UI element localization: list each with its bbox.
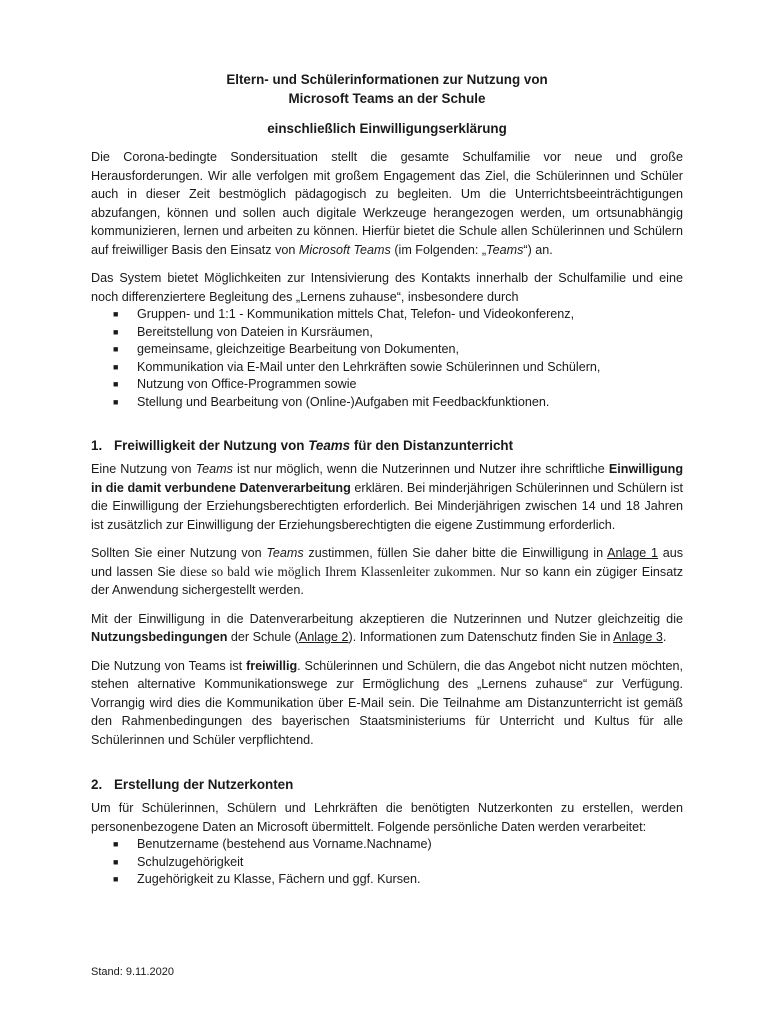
- list-item: ■ Zugehörigkeit zu Klasse, Fächern und ggf. Kursen.: [91, 871, 683, 889]
- bullet-icon: ■: [113, 361, 119, 372]
- bullet-icon: ■: [113, 326, 119, 337]
- document-title-line-2: Microsoft Teams an der Schule: [288, 91, 486, 106]
- bullet-icon: ■: [113, 396, 119, 407]
- section-2-paragraph: Um für Schülerinnen, Schülern und Lehrkräften die benötigten Nutzerkonten zu erstellen, werden personenbezogene Daten an Microsoft übermittelt. Folgende persönliche Daten werden verarbeitet:: [91, 801, 683, 834]
- bullet-icon: ■: [113, 344, 119, 354]
- list-item: ■ Benutzername (bestehend aus Vorname.Nachname): [91, 836, 683, 854]
- bullet-icon: ■: [113, 309, 119, 319]
- anlage-1-link[interactable]: Anlage 1: [607, 546, 659, 560]
- document-subtitle: einschließlich Einwilligungserklärung: [267, 121, 507, 136]
- list-item: ■ Kommunikation via E-Mail unter den Lehrkräften sowie Schülerinnen und Schülern,: [91, 359, 683, 377]
- bullet-icon: ■: [113, 856, 119, 867]
- list-item: ■ Gruppen- und 1:1 - Kommunikation mittels Chat, Telefon- und Videokonferenz,: [91, 306, 683, 324]
- section-1-heading: 1. Freiwilligkeit der Nutzung von Teams für den Distanzunterricht: [91, 438, 514, 453]
- document-title-line-1: Eltern- und Schülerinformationen zur Nutzung von: [226, 72, 548, 87]
- anlage-3-link[interactable]: Anlage 3: [613, 630, 663, 644]
- list-item: ■ Stellung und Bearbeitung von (Online-)Aufgaben mit Feedbackfunktionen.: [91, 394, 683, 412]
- section-1-paragraph-3: Mit der Einwilligung in die Datenverarbeitung akzeptieren die Nutzerinnen und Nutzer gleichzeitig die Nutzungsbedingungen der Schule (Anlage 2). Informationen zum Datenschutz finden Sie in Anlage 3.: [91, 611, 683, 644]
- list-item: ■ Nutzung von Office-Programmen sowie: [91, 376, 683, 394]
- section-1-paragraph-2: Sollten Sie einer Nutzung von Teams zustimmen, füllen Sie daher bitte die Einwilligung in Anlage 1 aus und lassen Sie diese so bald wie möglich Ihrem Klassenleiter zukommen. Nur so kann ein zügiger Einsatz der Anwendung sichergestellt werden.: [91, 546, 684, 597]
- intro-paragraph: Die Corona-bedingte Sondersituation stellt die gesamte Schulfamilie vor neue und große Herausforderungen. Wir alle verfolgen mit großem Engagement das Ziel, die Schülerinnen und Schüler auch in dieser Zeit bestmöglich pädagogisch zu begleiten. Um die Unterrichtsbeeinträchtigungen abzufangen, können und sollen auch digitale Werkzeuge herangezogen werden, um ortsunabhängig kommunizieren, lernen und arbeiten zu können. Hierfür bietet die Schule allen Schülerinnen und Schülern auf freiwilliger Basis den Einsatz von Microsoft Teams (im Folgenden: „Teams“) an.: [91, 150, 683, 257]
- features-paragraph: Das System bietet Möglichkeiten zur Intensivierung des Kontakts innerhalb der Schulfamilie und eine noch differenziertere Begleitung des „Lernens zuhause“, insbesondere durch: [91, 271, 683, 304]
- list-item: ■ gemeinsame, gleichzeitige Bearbeitung von Dokumenten,: [91, 341, 683, 359]
- list-item: ■ Schulzugehörigkeit: [91, 854, 683, 872]
- personal-data-list: [91, 836, 683, 889]
- document-page: [91, 70, 683, 889]
- bullet-icon: ■: [113, 379, 119, 389]
- document-footer-date: Stand: 9.11.2020: [91, 966, 174, 978]
- section-1-paragraph-1: Eine Nutzung von Teams ist nur möglich, wenn die Nutzerinnen und Nutzer ihre schriftliche Einwilligung in die damit verbundene Datenverarbeitung erklären. Bei minderjährigen Schülerinnen und Schülern ist die Einwilligung der Erziehungsberechtigten erforderlich. Bei Minderjährigen zwischen 14 und 18 Jahren ist zusätzlich zur Einwilligung der Erziehungsberechtigten die eigene Zustimmung erforderlich.: [91, 462, 684, 532]
- section-1-paragraph-4: Die Nutzung von Teams ist freiwillig. Schülerinnen und Schülern, die das Angebot nicht nutzen möchten, stehen alternative Kommunikationswege zur Ermöglichung des „Lernens zuhause“ zur Verfügung. Vorrangig wird dies die Kommunikation über E-Mail sein. Die Teilnahme am Distanzunterricht ist gemäß den Rahmenbedingungen des bayerischen Staatsministeriums für Unterricht und Kultus für alle Schülerinnen und Schüler verpflichtend.: [91, 658, 684, 747]
- section-2-heading: 2. Erstellung der Nutzerkonten: [91, 777, 294, 792]
- bullet-icon: ■: [113, 874, 119, 884]
- features-list: [91, 306, 683, 411]
- bullet-icon: ■: [113, 839, 119, 849]
- anlage-2-link[interactable]: Anlage 2: [298, 630, 349, 644]
- list-item: ■ Bereitstellung von Dateien in Kursräumen,: [91, 324, 683, 342]
